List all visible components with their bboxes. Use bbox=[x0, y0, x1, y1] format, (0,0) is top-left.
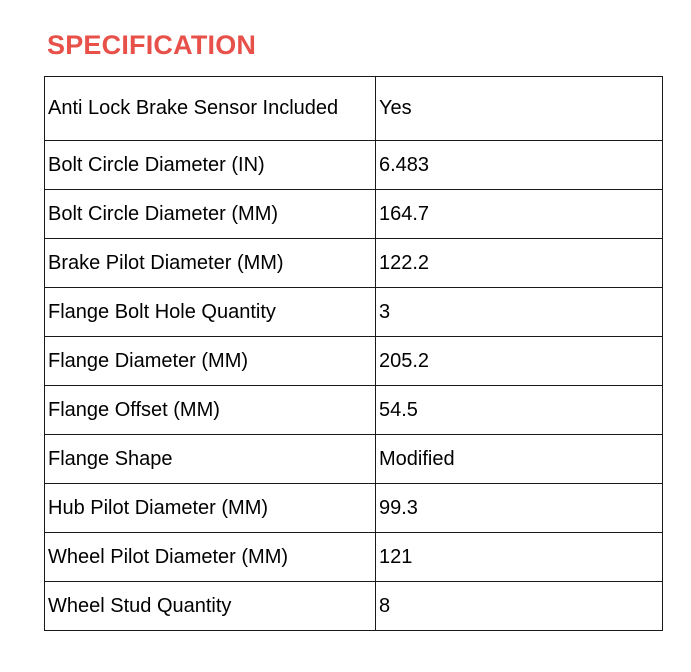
table-row bbox=[45, 386, 663, 435]
table-row bbox=[45, 239, 663, 288]
spec-value: 122.2 bbox=[376, 239, 663, 288]
table-row bbox=[45, 190, 663, 239]
spec-name: Wheel Pilot Diameter (MM) bbox=[45, 533, 376, 582]
spec-value: 3 bbox=[376, 288, 663, 337]
table-row bbox=[45, 77, 663, 141]
spec-name: Brake Pilot Diameter (MM) bbox=[45, 239, 376, 288]
spec-name: Flange Bolt Hole Quantity bbox=[45, 288, 376, 337]
spec-value: 99.3 bbox=[376, 484, 663, 533]
spec-value: 121 bbox=[376, 533, 663, 582]
spec-value: 164.7 bbox=[376, 190, 663, 239]
spec-value: 6.483 bbox=[376, 141, 663, 190]
table-row bbox=[45, 435, 663, 484]
spec-name: Flange Diameter (MM) bbox=[45, 337, 376, 386]
spec-name: Anti Lock Brake Sensor Included bbox=[45, 77, 376, 141]
spec-value: Yes bbox=[376, 77, 663, 141]
table-row bbox=[45, 141, 663, 190]
spec-value: 8 bbox=[376, 582, 663, 631]
page-title: SPECIFICATION bbox=[47, 30, 257, 60]
spec-name: Wheel Stud Quantity bbox=[45, 582, 376, 631]
spec-name: Bolt Circle Diameter (MM) bbox=[45, 190, 376, 239]
spec-name: Flange Shape bbox=[45, 435, 376, 484]
table-row bbox=[45, 484, 663, 533]
spec-value: 205.2 bbox=[376, 337, 663, 386]
table-row bbox=[45, 582, 663, 631]
specification-table bbox=[44, 76, 663, 631]
spec-name: Hub Pilot Diameter (MM) bbox=[45, 484, 376, 533]
table-row bbox=[45, 288, 663, 337]
table-row bbox=[45, 533, 663, 582]
spec-value: Modified bbox=[376, 435, 663, 484]
spec-name: Flange Offset (MM) bbox=[45, 386, 376, 435]
spec-name: Bolt Circle Diameter (IN) bbox=[45, 141, 376, 190]
table-row bbox=[45, 337, 663, 386]
spec-value: 54.5 bbox=[376, 386, 663, 435]
